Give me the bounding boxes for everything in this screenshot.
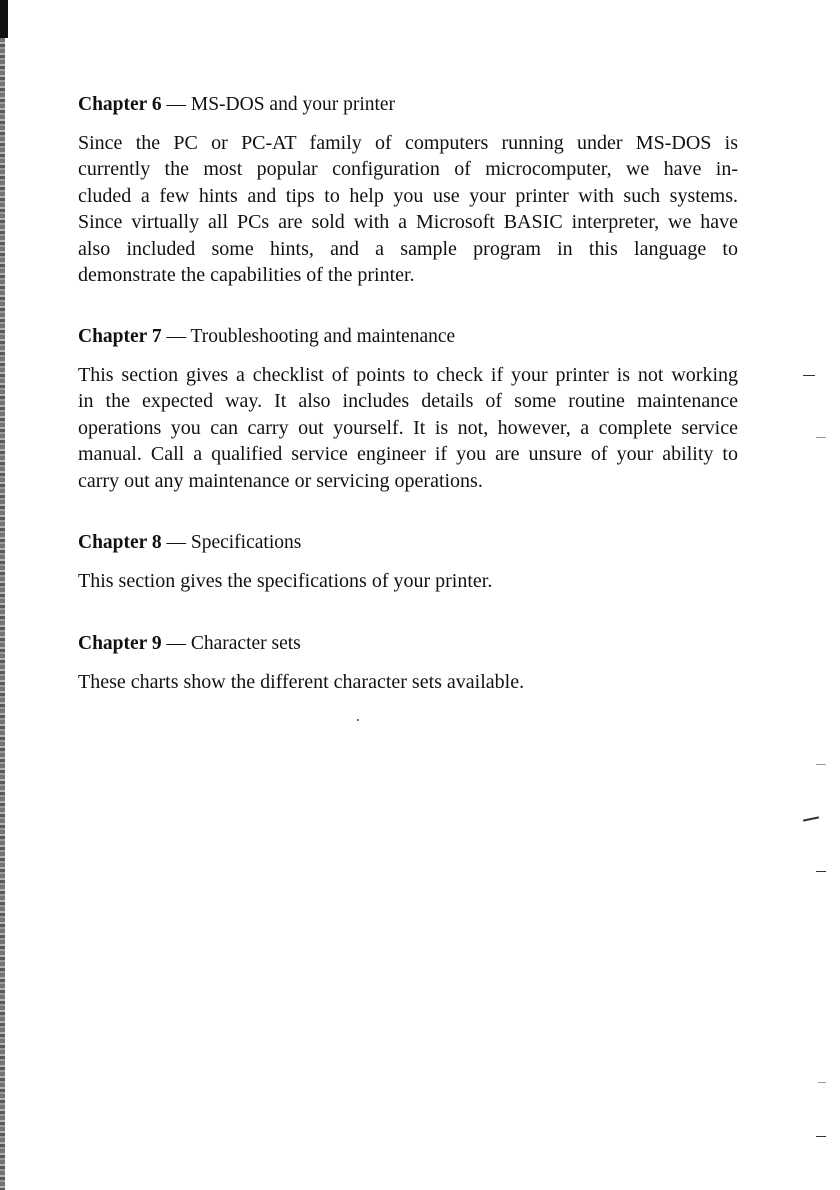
chapter-6-section (78, 94, 738, 288)
chapter-6-body (78, 130, 738, 288)
paragraph-line: This section gives the specifications of your printer. (78, 570, 493, 592)
scan-margin-mark (816, 1136, 826, 1137)
chapter-7-heading (78, 326, 738, 348)
paragraph-line: currently the most popular configuration of microcomputer, we have in- (78, 158, 738, 181)
chapter-9-title: Character sets (190, 633, 301, 654)
paragraph-line: also included some hints, and a sample program in this language to (78, 237, 738, 260)
scan-margin-mark (803, 375, 815, 376)
paragraph-line: in the expected way. It also includes details of some routine maintenance (78, 390, 738, 413)
chapter-9-dash: — (161, 633, 191, 654)
chapter-7-title: Troubleshooting and maintenance (190, 326, 456, 347)
paragraph-line: Since virtually all PCs are sold with a Microsoft BASIC interpreter, we have (78, 211, 738, 234)
chapter-7-dash: — (161, 326, 191, 347)
paragraph-line: These charts show the different character sets available. (78, 671, 525, 693)
chapter-6-title: MS-DOS and your printer (190, 94, 396, 115)
scan-margin-mark (803, 816, 819, 821)
chapter-8-title: Specifications (190, 532, 302, 553)
scan-speck (357, 719, 359, 721)
paragraph-line: demonstrate the capabilities of the printer. (78, 264, 415, 287)
paragraph-line: carry out any maintenance or servicing operations. (78, 469, 483, 492)
chapter-7-section (78, 326, 738, 494)
chapter-8-section (78, 532, 738, 594)
chapter-9-number: Chapter 9 (78, 633, 162, 654)
chapter-8-number: Chapter 8 (78, 532, 162, 553)
scan-left-edge-mark (0, 0, 8, 38)
chapter-6-number: Chapter 6 (78, 94, 162, 115)
paragraph-line: operations you can carry out yourself. It is not, however, a complete service (78, 416, 738, 439)
paragraph-line: This section gives a checklist of points to check if your printer is not working (78, 364, 738, 386)
chapter-9-heading (78, 633, 738, 655)
paragraph-line: manual. Call a qualified service engineer if you are unsure of your ability to (78, 443, 738, 466)
chapter-8-dash: — (161, 532, 191, 553)
chapter-6-dash: — (161, 94, 191, 115)
chapter-7-number: Chapter 7 (78, 326, 162, 347)
chapter-9-section (78, 633, 738, 695)
chapter-6-heading (78, 94, 738, 116)
chapter-8-heading (78, 532, 738, 554)
scan-left-edge (0, 0, 5, 1190)
scan-margin-mark (816, 764, 826, 765)
chapter-7-body (78, 362, 738, 494)
scan-margin-mark (816, 871, 826, 872)
scan-margin-mark (818, 1082, 826, 1083)
chapter-8-body (78, 568, 738, 594)
chapter-9-body (78, 669, 738, 695)
scan-margin-mark (816, 437, 826, 438)
paragraph-line: cluded a few hints and tips to help you use your printer with such systems. (78, 184, 738, 207)
paragraph-line: Since the PC or PC-AT family of computers running under MS-DOS is (78, 132, 738, 154)
